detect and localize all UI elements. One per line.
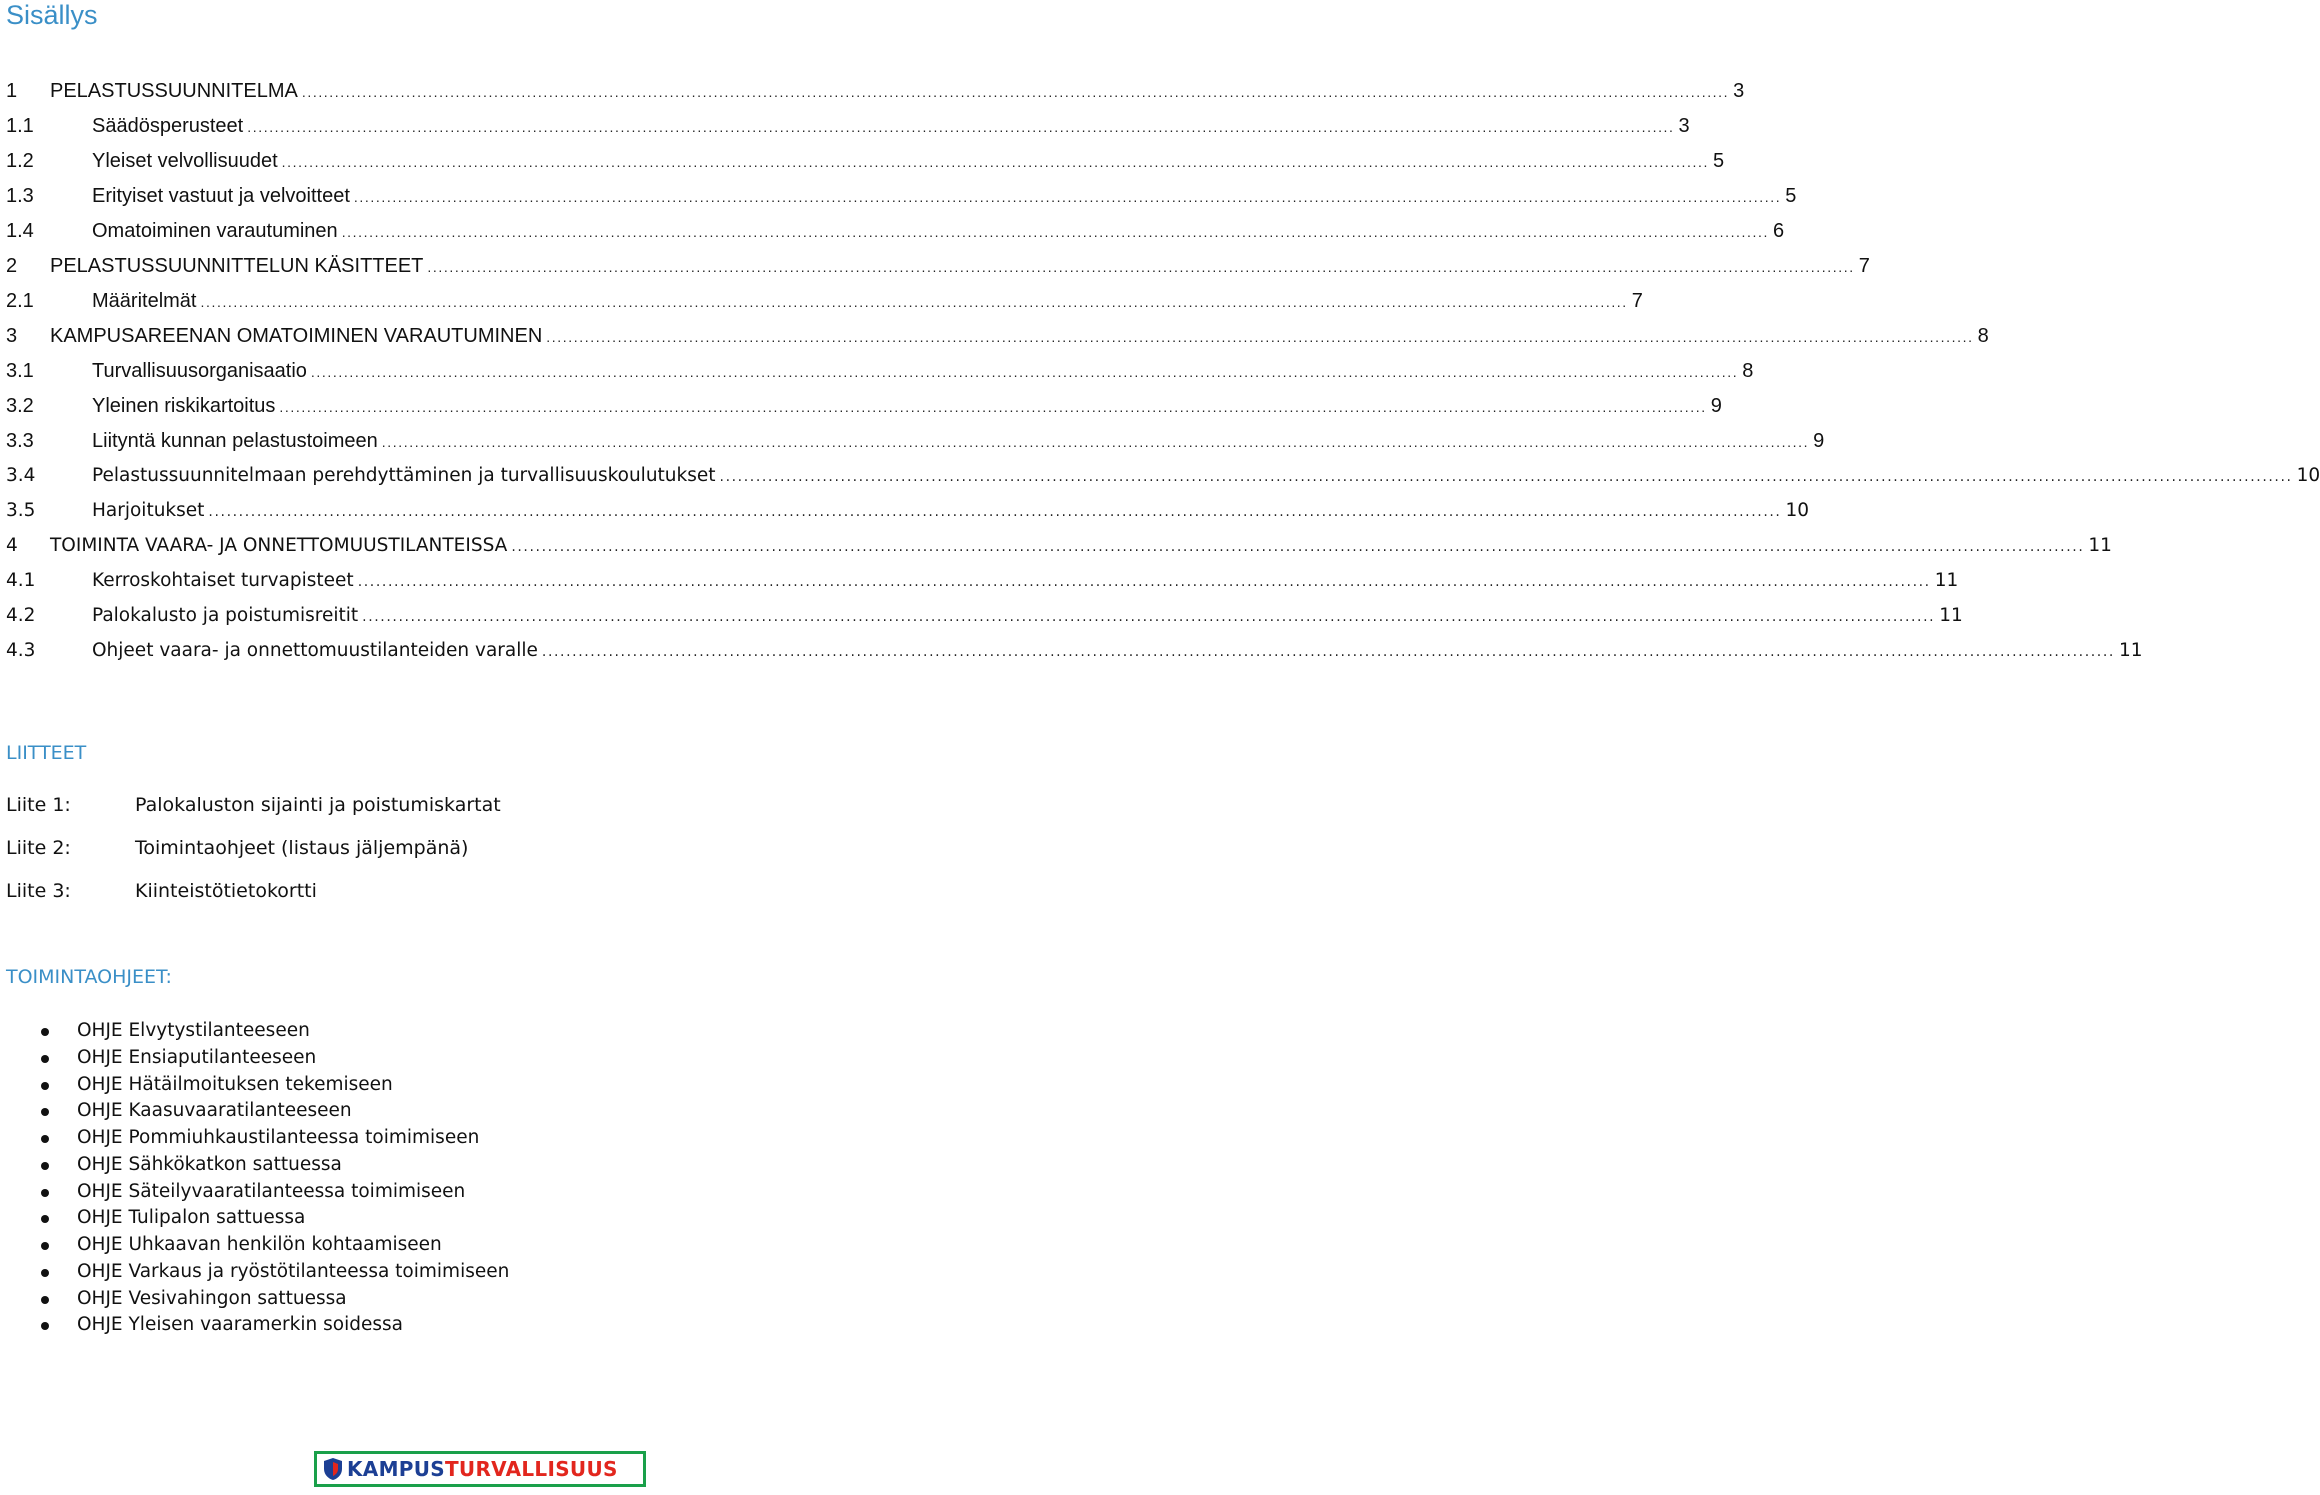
list-item — [38, 1018, 509, 1045]
toc-page-number: 11 — [1934, 570, 1959, 591]
toc-page-number: 7 — [1631, 290, 1643, 312]
toc-entry[interactable] — [6, 183, 1797, 218]
liite-row — [6, 794, 501, 816]
toimintaohjeet-list — [38, 1018, 509, 1339]
bullet-icon — [41, 1269, 49, 1277]
list-item-text: OHJE Ensiaputilanteeseen — [77, 1046, 317, 1068]
toc-label: Kerroskohtaiset turvapisteet — [92, 570, 354, 591]
toc-leader-dots: .................................................................................................................................................................................................................................................................... — [362, 609, 1936, 625]
toc-page-number: 10 — [2296, 465, 2320, 486]
liite-key: Liite 2: — [6, 837, 71, 859]
logo-text — [347, 1457, 618, 1481]
liite-row — [6, 880, 317, 902]
liite-key: Liite 3: — [6, 880, 71, 902]
list-item-text: OHJE Säteilyvaaratilanteessa toimimiseen — [77, 1180, 466, 1202]
toc-entry[interactable] — [6, 393, 1722, 428]
toc-number: 4.3 — [6, 640, 36, 661]
toc-entry[interactable] — [6, 218, 1785, 253]
toc-number: 3.1 — [6, 360, 34, 382]
toc-label: PELASTUSSUUNNITELMA — [50, 80, 298, 102]
toc-entry[interactable] — [6, 253, 1870, 288]
toc-entry[interactable] — [6, 533, 2112, 568]
toc-page-number: 11 — [2088, 535, 2112, 556]
toc-leader-dots: .................................................................................................................................................................................................................................................................... — [301, 84, 1730, 100]
toc-entry[interactable] — [6, 78, 1745, 113]
bullet-icon — [41, 1215, 49, 1223]
toc-leader-dots: .................................................................................................................................................................................................................................................................... — [511, 539, 2085, 555]
bullet-icon — [41, 1296, 49, 1304]
toc-label: Harjoitukset — [92, 500, 205, 521]
toc-label: Turvallisuusorganisaatio — [92, 360, 307, 382]
list-item — [38, 1232, 509, 1259]
toc-label: Palokalusto ja poistumisreitit — [92, 605, 359, 626]
logo-text-part2: TURVALLISUUS — [444, 1457, 618, 1481]
toc-page-number: 9 — [1813, 430, 1825, 452]
toc-label: PELASTUSSUUNNITTELUN KÄSITTEET — [50, 255, 424, 277]
toc-leader-dots: .................................................................................................................................................................................................................................................................... — [200, 294, 1628, 310]
toc-label: Pelastussuunnitelmaan perehdyttäminen ja turvallisuuskoulutukset — [92, 465, 716, 486]
toc-page-number: 8 — [1742, 360, 1754, 382]
bullet-icon — [41, 1028, 49, 1036]
toc-number: 4.2 — [6, 605, 36, 626]
toc-entry[interactable] — [6, 323, 1989, 358]
toc-number: 1.4 — [6, 220, 34, 242]
bullet-icon — [41, 1055, 49, 1063]
toc-leader-dots: .................................................................................................................................................................................................................................................................... — [381, 434, 1810, 450]
list-item — [38, 1205, 509, 1232]
toc-label: Määritelmät — [92, 290, 197, 312]
toc-number: 3.3 — [6, 430, 34, 452]
toc-entry[interactable] — [6, 148, 1725, 183]
toc-leader-dots: .................................................................................................................................................................................................................................................................... — [247, 119, 1675, 135]
toc-number: 1.1 — [6, 115, 34, 137]
toc-leader-dots: .................................................................................................................................................................................................................................................................... — [281, 154, 1709, 170]
toc-entry[interactable] — [6, 568, 1959, 603]
list-item-text: OHJE Yleisen vaaramerkin soidessa — [77, 1314, 403, 1336]
list-item-text: OHJE Varkaus ja ryöstötilanteessa toimimiseen — [77, 1260, 510, 1282]
logo-text-part1: KAMPUS — [347, 1457, 445, 1481]
toc-page-number: 6 — [1773, 220, 1785, 242]
toimintaohjeet-heading: TOIMINTAOHJEET: — [6, 966, 172, 988]
list-item-text: OHJE Vesivahingon sattuessa — [77, 1287, 347, 1309]
toc-page-number: 11 — [1939, 605, 1963, 626]
toc-entry[interactable] — [6, 603, 1963, 638]
bullet-icon — [41, 1242, 49, 1250]
toc-page-number: 3 — [1733, 80, 1745, 102]
list-item — [38, 1179, 509, 1206]
liite-key: Liite 1: — [6, 794, 71, 816]
toc-leader-dots: .................................................................................................................................................................................................................................................................... — [719, 469, 2293, 485]
list-item-text: OHJE Uhkaavan henkilön kohtaamiseen — [77, 1234, 442, 1255]
toc-entry[interactable] — [6, 638, 2143, 673]
toc-label: KAMPUSAREENAN OMATOIMINEN VARAUTUMINEN — [50, 325, 543, 347]
toc-leader-dots: .................................................................................................................................................................................................................................................................... — [427, 259, 1855, 275]
toc-number: 4 — [6, 535, 18, 556]
liite-text: Kiinteistötietokortti — [135, 880, 317, 902]
toc-number: 1 — [6, 80, 18, 102]
list-item-text: OHJE Pommiuhkaustilanteessa toimimiseen — [77, 1127, 480, 1148]
list-item — [38, 1072, 509, 1099]
toc-entry[interactable] — [6, 428, 1825, 463]
liite-text: Toimintaohjeet (listaus jäljempänä) — [135, 837, 469, 859]
list-item-text: OHJE Kaasuvaaratilanteeseen — [77, 1100, 352, 1122]
toc-page-number: 8 — [1977, 325, 1989, 347]
toc-number: 2.1 — [6, 290, 34, 312]
page-title: Sisällys — [6, 0, 98, 30]
list-item-text: OHJE Sähkökatkon sattuessa — [77, 1153, 342, 1175]
toc-number: 3 — [6, 325, 18, 347]
bullet-icon — [41, 1135, 49, 1143]
list-item — [38, 1152, 509, 1179]
toc-label: Erityiset vastuut ja velvoitteet — [92, 185, 350, 207]
toc-number: 2 — [6, 255, 18, 277]
list-item — [38, 1286, 509, 1313]
toc-leader-dots: .................................................................................................................................................................................................................................................................... — [353, 189, 1782, 205]
toc-page-number: 9 — [1710, 395, 1722, 417]
toc-label: Ohjeet vaara- ja onnettomuustilanteiden varalle — [92, 640, 538, 661]
toc-entry[interactable] — [6, 288, 1643, 323]
bullet-icon — [41, 1162, 49, 1170]
list-item-text: OHJE Tulipalon sattuessa — [77, 1207, 306, 1229]
toc-label: Säädösperusteet — [92, 115, 244, 137]
liite-text: Palokaluston sijainti ja poistumiskartat — [135, 794, 501, 816]
toc-label: Liityntä kunnan pelastustoimeen — [92, 430, 378, 452]
toc-label: TOIMINTA VAARA- JA ONNETTOMUUSTILANTEISSA — [50, 535, 508, 556]
toc-leader-dots: .................................................................................................................................................................................................................................................................... — [341, 224, 1769, 240]
toc-page-number: 5 — [1785, 185, 1797, 207]
list-item — [38, 1098, 509, 1125]
table-of-contents — [6, 78, 2320, 673]
toc-entry[interactable] — [6, 463, 2320, 498]
list-item-text: OHJE Hätäilmoituksen tekemiseen — [77, 1073, 393, 1095]
toc-leader-dots: .................................................................................................................................................................................................................................................................... — [541, 644, 2115, 660]
liitteet-heading: LIITTEET — [6, 742, 87, 764]
bullet-icon — [41, 1322, 49, 1330]
toc-number: 1.3 — [6, 185, 34, 207]
toc-number: 1.2 — [6, 150, 34, 172]
toc-number: 3.5 — [6, 500, 36, 521]
toc-page-number: 11 — [2118, 640, 2143, 661]
liite-row — [6, 837, 468, 859]
list-item — [38, 1312, 509, 1339]
toc-number: 3.4 — [6, 465, 36, 486]
toc-leader-dots: .................................................................................................................................................................................................................................................................... — [357, 574, 1931, 590]
toc-page-number: 3 — [1678, 115, 1690, 137]
toc-label: Yleiset velvollisuudet — [92, 150, 278, 172]
toc-label: Omatoiminen varautuminen — [92, 220, 338, 242]
list-item-text: OHJE Elvytystilanteeseen — [77, 1020, 310, 1041]
toc-number: 4.1 — [6, 570, 36, 591]
list-item — [38, 1259, 509, 1286]
toc-leader-dots: .................................................................................................................................................................................................................................................................... — [310, 364, 1739, 380]
toc-label: Yleinen riskikartoitus — [92, 395, 276, 417]
toc-page-number: 10 — [1785, 500, 1810, 521]
toc-leader-dots: .................................................................................................................................................................................................................................................................... — [279, 399, 1707, 415]
toc-entry[interactable] — [6, 358, 1754, 393]
shield-icon — [323, 1457, 343, 1481]
list-item — [38, 1125, 509, 1152]
list-item — [38, 1045, 509, 1072]
bullet-icon — [41, 1189, 49, 1197]
toc-entry[interactable] — [6, 498, 1810, 533]
toc-number: 3.2 — [6, 395, 34, 417]
toc-leader-dots: .................................................................................................................................................................................................................................................................... — [208, 504, 1782, 520]
bullet-icon — [41, 1082, 49, 1090]
toc-page-number: 7 — [1858, 255, 1870, 277]
toc-page-number: 5 — [1712, 150, 1725, 172]
toc-leader-dots: .................................................................................................................................................................................................................................................................... — [546, 329, 1974, 345]
bullet-icon — [41, 1108, 49, 1116]
kampusturvallisuus-logo — [314, 1451, 646, 1487]
toc-entry[interactable] — [6, 113, 1690, 148]
